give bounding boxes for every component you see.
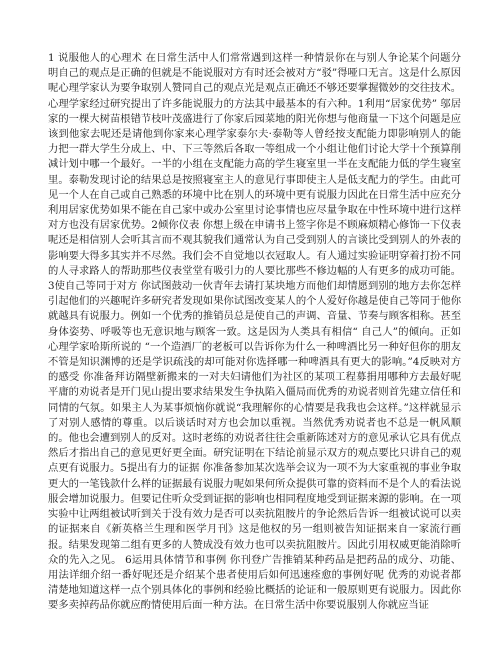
- body-paragraph: 1 说服他人的心理术 在日常生活中人们常常遇到这样一种情景你在与别人争论某个问题分明自己的观点是正确的但就是不能说服对方有时还会被对方“驳”得哑口无言。这是什么原因呢心理学家认为要争取别人赞同自己的观点光是观点正确还不够还要掌握微妙的交往技术。心理学家经过研究提出了许多能说服力的方法其中最基本的有六种。1利用“居家优势” 邬居家的一棵大树苗根错节枝叶茂盛进行了你家后园菜地的阳光你想与他商量一下这个问题是应该到他家去呢还是请他到你家来心理学家泰尔夫·泰勒等人曾经按支配能力即影响别人的能力把一群大学生分成上、中、下三等然后各取一等组成一个小组让他们讨论大学十个预算削减计划中哪一个最好。一半的小组在支配能力高的学生寝室里一半在支配能力低的学生寝室里。泰勒发现讨论的结果总是按照寝室主人的意见行事即使主人是低支配力的学生。由此可见一个人在自己或自己熟悉的环境中比在别人的环境中更有说服力因此在日常生活中应充分利用居家优势如果不能在自己家中或办公室里讨论事情也应尽量争取在中性环境中进行这样对方也没有居家优势。2倾你仪表 你想上级在申请书上签字你是不顾麻烦精心修饰一下仪表呢还是相信别人会听其言而不观其貌我们通常认为自己受到别人的言谈比受到别人的外表的影响要大得多其实并不尽然。我们会不自觉地以衣冠取人。有人通过实验证明穿着打扮不同的人寻求路人的帮助那些仪表堂堂有吸引力的人要比那些不修边幅的人有更多的成功可能。3使自己等同于对方 你试图鼓动一伙青年去请打某块地方而他们却情愿到别的地方去你怎样引起他们的兴趣呢许多研究者发现如果你试图改变某人的个人爱好你越是使自己等同于他你就越具有说服力。例如一个优秀的推销员总是使自己的声调、音量、节奏与顾客相称。甚至身体姿势、呼吸等也无意识地与顾客一致。这是因为人类具有相信“ 自己人”的倾向。正如心理学家哈斯所说的 “一个造酒厂的老板可以告诉你为什么一种啤酒比另一种好但你的朋友不管是知识渊博的还是学识疏浅的却可能对你选择哪一种啤酒具有更大的影响。”4反映对方的感受 你准备拜访隔壁新搬来的一对夫妇请他们为社区的某项工程募捐用哪种方去最好呢平庸的劝说者是开门见山提出要求结果发生争执陷入僵局而优秀的劝说者则首先建立信任和同情的气氛。如果主人为某事烦恼你就说“我理解你的心情要是我我也会这样。”这样就显示了对别人感情的尊重。以后谈话时对方也会加以重视。当然优秀劝说者也不总是一帆风顺的。他也会遭到别人的反对。这时老练的劝说者往往会重新陈述对方的意见承认它具有优点然后才指出自己的意见更好更全面。研究证明在下结论前显示双方的观点要比只讲自己的观点更有说服力。5提出有力的证据 你准备参加某次选举会议为一项不为大家重视的事业争取更大的一笔钱款什么样的证据最有说服力呢如果何所众提供可靠的资料而不是个人的看法说服会增加说服力。但要记住听众受到证据的影响也相同程度地受到证据来源的影响。在一项实验中让两组被试听到关于没有效力是否可以卖抗阻胺片的争论然后告诉一组被试说可以卖的证据来自《新英格兰生理和医学月刊》这是他权的另一组则被告知证据来自一家流行画报。结果发现第二组有更多的人赞成没有效力也可以卖抗阻胺片。因此引用权威更能消除听众的先入之见。 6运用具体情节和事例 你刊登广告推销某种药品是把药品的成分、功能、用法详细介绍一番好呢还是介绍某个患者使用后如何迅速痊愈的事例好呢 优秀的劝说者都清楚地知道这样一点个别具体化的事例和经验比概括的论证和一般原则更有说服力。因此你要多卖掉药品你就应酌情使用后面一种方法。在日常生活中你要说服别人你就应当证: [48, 52, 461, 612]
